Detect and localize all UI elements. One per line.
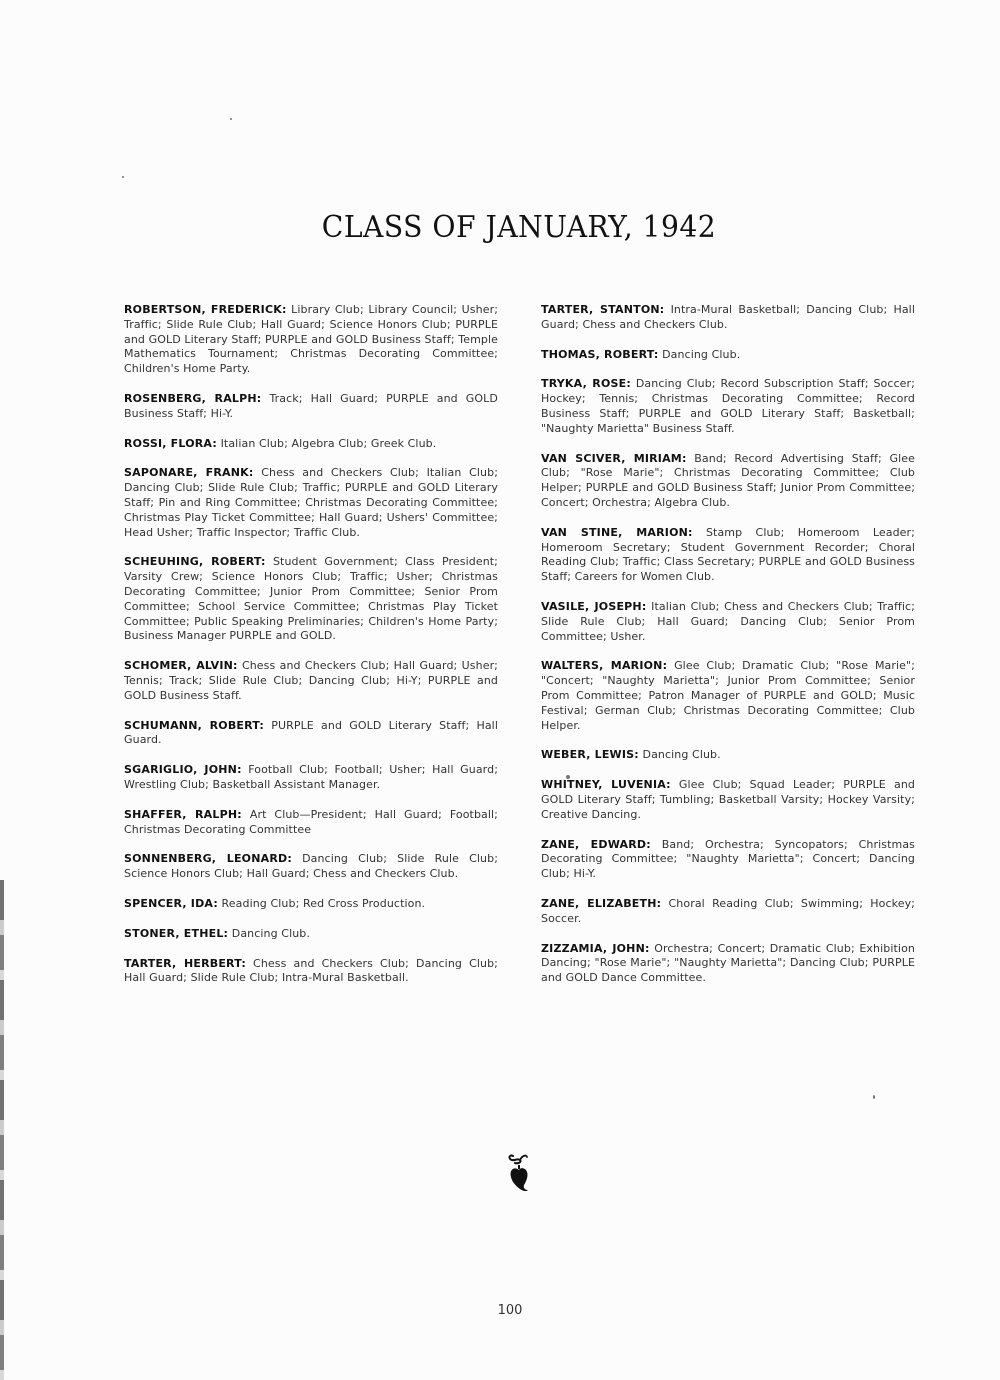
student-name: ZIZZAMIA, JOHN: <box>541 941 650 955</box>
student-entry <box>541 942 915 986</box>
student-name: STONER, ETHEL: <box>124 926 229 940</box>
student-activities: Italian Club; Algebra Club; Greek Club. <box>220 436 437 450</box>
student-activities: Dancing Club; Record Subscription Staff; Soccer; Hockey; Tennis; Christmas Decorating Committee; Record Business Staff; PURPLE and GOLD Literary Staff; Basketball; "Naughty Marietta" Business Staff. <box>541 377 915 435</box>
student-name: ROSENBERG, RALPH: <box>124 391 262 405</box>
student-name: ROBERTSON, FREDERICK: <box>124 303 287 316</box>
student-entry <box>124 957 498 987</box>
student-activities: Track; Hall Guard; PURPLE and GOLD Business Staff; Hi-Y. <box>124 391 498 420</box>
student-name: SGARIGLIO, JOHN: <box>124 763 242 777</box>
student-activities: Art Club—President; Hall Guard; Football; Christmas Decorating Committee <box>124 807 498 836</box>
print-speck <box>873 1095 875 1099</box>
student-entry <box>541 838 915 882</box>
student-activities: Chess and Checkers Club; Dancing Club; Hall Guard; Slide Rule Club; Intra-Mural Basketball. <box>124 956 498 985</box>
student-entry <box>541 778 915 822</box>
student-entry <box>124 927 498 942</box>
student-activities: Glee Club; Squad Leader; PURPLE and GOLD Literary Staff; Tumbling; Basketball Varsity; Hockey Varsity; Creative Dancing. <box>541 778 916 821</box>
student-entry <box>541 452 915 511</box>
student-name: SPENCER, IDA: <box>124 896 218 910</box>
student-activities: Library Club; Library Council; Usher; Traffic; Slide Rule Club; Hall Guard; Science Honors Club; PURPLE and GOLD Literary Staff; PURPLE and GOLD Business Staff; Temple Mathematics Tournament; Christmas Decorating Committee; Children's Home Party. <box>124 303 498 376</box>
student-entry <box>124 897 498 912</box>
student-activities: Dancing Club; Slide Rule Club; Science Honors Club; Hall Guard; Chess and Checkers Club. <box>124 852 499 881</box>
student-entry <box>124 303 498 377</box>
student-entry <box>541 377 915 436</box>
student-entry <box>541 748 915 763</box>
student-name: VAN STINE, MARION: <box>541 525 693 539</box>
student-name: WHITNEY, LUVENIA: <box>541 778 671 792</box>
student-name: WALTERS, MARION: <box>541 659 668 673</box>
student-name: SHAFFER, RALPH: <box>124 807 242 821</box>
student-activities: Glee Club; Dramatic Club; "Rose Marie"; "Concert; "Naughty Marietta"; Junior Prom Committee; Senior Prom Committee; Patron Manager of PURPLE and GOLD; Music Festival; German Club; Christmas Decorating Committee; Club Helper. <box>541 659 915 732</box>
student-activities: Dancing Club. <box>231 926 310 940</box>
student-name: SAPONARE, FRANK: <box>124 466 254 480</box>
student-entry <box>541 897 915 927</box>
student-entry <box>124 466 498 540</box>
student-name: ROSSI, FLORA: <box>124 436 217 450</box>
right-column <box>541 292 915 1001</box>
student-name: SCHEUHING, ROBERT: <box>124 555 266 569</box>
student-name: SONNENBERG, LEONARD: <box>124 852 292 866</box>
page-number: 100 <box>497 1303 523 1318</box>
student-entry <box>124 437 498 452</box>
student-name: TRYKA, ROSE: <box>541 377 631 391</box>
student-activities: Choral Reading Club; Swimming; Hockey; Soccer. <box>541 896 915 925</box>
student-name: WEBER, LEWIS: <box>541 748 639 762</box>
student-activities: PURPLE and GOLD Literary Staff; Hall Guard. <box>124 718 498 747</box>
student-name: VASILE, JOSEPH: <box>541 599 647 613</box>
student-entry <box>541 303 915 333</box>
student-activities: Football Club; Football; Usher; Hall Guard; Wrestling Club; Basketball Assistant Manager. <box>124 763 498 791</box>
student-activities: Italian Club; Chess and Checkers Club; Traffic; Slide Rule Club; Hall Guard; Dancing Club; Senior Prom Committee; Usher. <box>541 599 915 643</box>
student-entry <box>124 659 498 703</box>
student-activities: Dancing Club. <box>642 748 721 762</box>
student-entry <box>124 852 498 882</box>
student-activities: Orchestra; Concert; Dramatic Club; Exhibition Dancing; "Rose Marie"; "Naughty Marietta"; Dancing Club; PURPLE and GOLD Dance Committee. <box>541 941 915 985</box>
student-entry <box>541 526 915 585</box>
student-name: ZANE, ELIZABETH: <box>541 896 662 910</box>
student-activities: Intra-Mural Basketball; Dancing Club; Hall Guard; Chess and Checkers Club. <box>541 303 915 331</box>
student-entry <box>541 659 915 733</box>
page-title: CLASS OF JANUARY, 1942 <box>321 210 717 246</box>
student-name: THOMAS, ROBERT: <box>541 347 659 361</box>
heart-leaf-ornament-icon <box>504 1150 534 1195</box>
student-activities: Reading Club; Red Cross Production. <box>221 896 426 910</box>
student-activities: Student Government; Class President; Varsity Crew; Science Honors Club; Traffic; Usher; Christmas Decorating Committee; Junior Prom Committee; Senior Prom Committee; School Service Committee; Christmas Play Ticket Committee; Public Speaking Preliminaries; Children's Home Party; Business Manager PURPLE and GOLD. <box>124 555 498 643</box>
student-activities: Band; Orchestra; Syncopators; Christmas Decorating Committee; "Naughty Marietta"; Concert; Dancing Club; Hi-Y. <box>541 837 915 881</box>
student-entry <box>541 600 915 644</box>
student-name: TARTER, STANTON: <box>541 303 665 316</box>
print-speck <box>230 118 232 120</box>
student-name: VAN SCIVER, MIRIAM: <box>541 451 687 465</box>
student-entry <box>124 719 498 749</box>
student-entry <box>124 763 498 793</box>
student-entry <box>124 808 498 838</box>
student-entry <box>541 348 915 363</box>
student-activities: Chess and Checkers Club; Hall Guard; Usher; Tennis; Track; Slide Rule Club; Dancing Club; Hi-Y; PURPLE and GOLD Business Staff. <box>124 659 498 702</box>
student-entry <box>124 555 498 644</box>
student-activities: Chess and Checkers Club; Italian Club; Dancing Club; Slide Rule Club; Traffic; PURPLE and GOLD Literary Staff; Pin and Ring Committee; Christmas Decorating Committee; Christmas Play Ticket Committee; Hall Guard; Ushers' Committee; Head Usher; Traffic Inspector; Traffic Club. <box>124 466 498 539</box>
student-entry <box>124 392 498 422</box>
left-column <box>124 292 498 1001</box>
student-name: SCHUMANN, ROBERT: <box>124 718 265 732</box>
student-activities: Stamp Club; Homeroom Leader; Homeroom Secretary; Student Government Recorder; Choral Reading Club; Traffic; Class Secretary; PURPLE and GOLD Business Staff; Careers for Women Club. <box>541 525 915 584</box>
print-speck <box>122 176 124 178</box>
student-activities: Band; Record Advertising Staff; Glee Club; "Rose Marie"; Christmas Decorating Committee; Club Helper; PURPLE and GOLD Business Staff; Junior Prom Committee; Concert; Orchestra; Algebra Club. <box>541 451 915 509</box>
student-name: ZANE, EDWARD: <box>541 837 651 851</box>
student-name: TARTER, HERBERT: <box>124 956 246 970</box>
student-activities: Dancing Club. <box>662 347 741 361</box>
student-name: SCHOMER, ALVIN: <box>124 659 238 673</box>
